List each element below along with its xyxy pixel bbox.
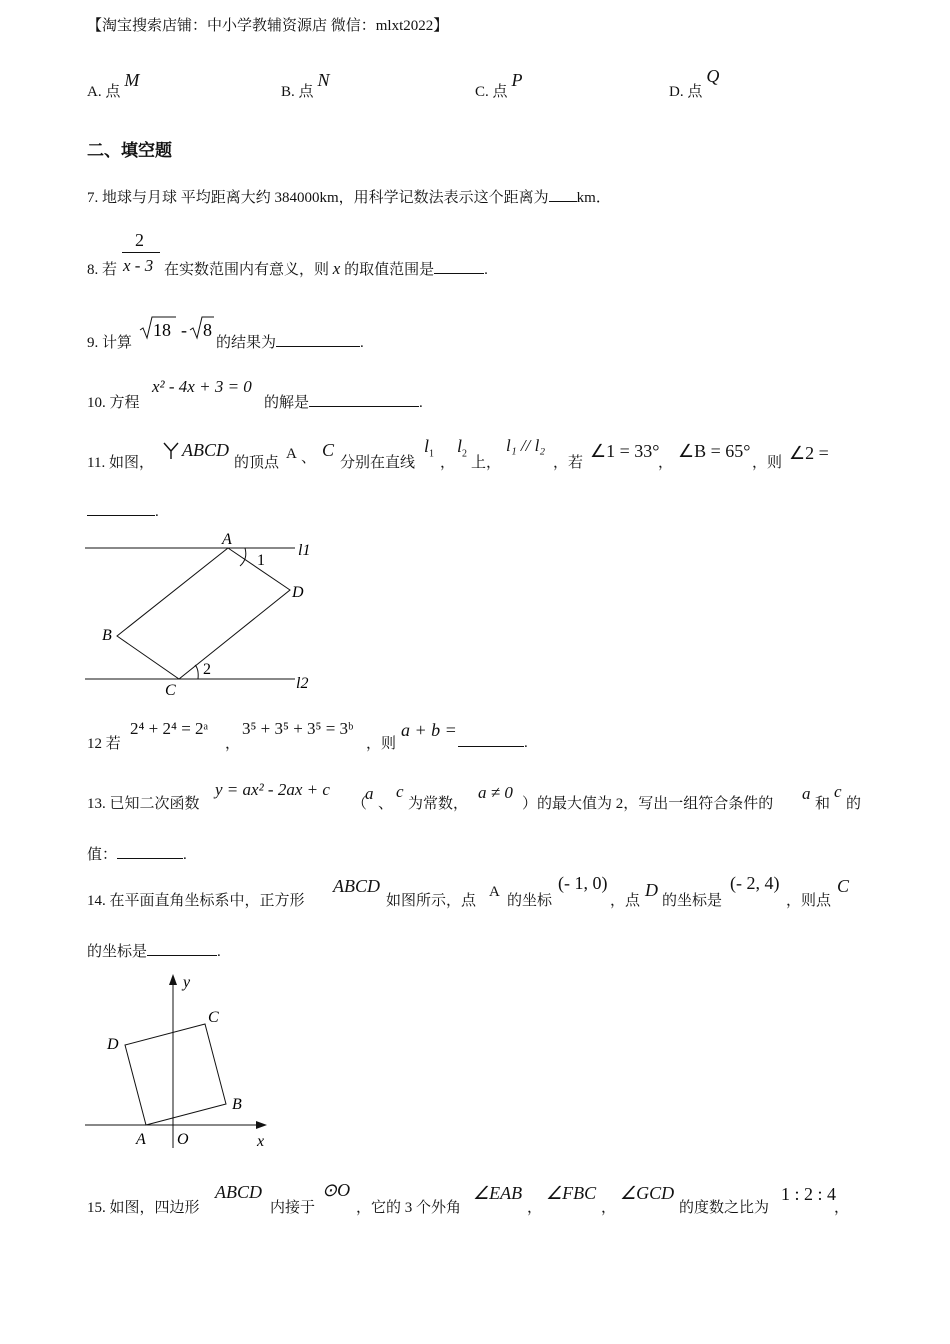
- fig1-label-c: C: [165, 682, 176, 699]
- q8-denominator: x - 3: [123, 256, 154, 275]
- q11-comma: ，: [440, 455, 456, 471]
- q14-end: .: [217, 944, 221, 960]
- q11-l2-letter: l: [457, 436, 463, 456]
- q14-shape: ABCD: [333, 876, 380, 896]
- q13-end: .: [183, 847, 187, 863]
- q8-mid: 在实数范围内有意义，则: [164, 262, 330, 278]
- q11-t2: 分别在直线: [340, 455, 416, 471]
- q11-sep: 、: [301, 450, 317, 466]
- q14-line2: [87, 940, 221, 961]
- q10-suffix: 的解是: [264, 395, 310, 411]
- q12-t1: ，则: [366, 736, 397, 752]
- option-c: [475, 70, 523, 101]
- figure-parallelogram: [85, 528, 325, 708]
- q11-t3: 上，: [471, 455, 502, 471]
- q11-angle-b: ∠B = 65°: [678, 441, 751, 461]
- q14-t3: ，点: [610, 893, 641, 909]
- q10-blank: [309, 392, 419, 407]
- q11-t4: ，若: [553, 455, 584, 471]
- q10-rest: [264, 391, 423, 412]
- q15-angle2: ∠FBC: [546, 1183, 597, 1203]
- q8-rest: [164, 258, 488, 279]
- q12-comma: ，: [225, 736, 241, 752]
- q10-equation: x² - 4x + 3 = 0: [152, 377, 252, 396]
- option-b: [281, 70, 330, 101]
- q13-t1: （: [352, 796, 368, 812]
- q11-t5: ，则: [752, 455, 783, 471]
- q15-circle: ⊙O: [322, 1180, 351, 1200]
- q15-angle3: ∠GCD: [620, 1183, 675, 1203]
- fig1-label-d: D: [292, 584, 304, 601]
- q13-a2: a: [802, 784, 811, 803]
- fig2-label-b: B: [232, 1096, 242, 1113]
- fig1-label-1: 1: [257, 552, 265, 569]
- x-axis-arrow: [256, 1121, 267, 1129]
- q14-point-d: D: [645, 880, 658, 900]
- q12-rest: [458, 732, 528, 752]
- fig2-label-y: y: [183, 974, 191, 991]
- q8-numerator: 2: [135, 230, 144, 250]
- fig2-label-c: C: [208, 1009, 219, 1026]
- section-title: 二、填空题: [87, 141, 172, 161]
- q14-line2-label: 的坐标是: [87, 944, 148, 960]
- q8-blank: [434, 259, 484, 274]
- q11-t1: 的顶点: [234, 455, 280, 471]
- figure-1-svg: [85, 528, 325, 703]
- q7-text: 7. 地球与月球 平均距离大约 384000km，用科学记数法表示这个距离为: [87, 190, 549, 206]
- q13-cond: a ≠ 0: [478, 783, 513, 802]
- q11-angle1: ∠1 = 33°: [590, 441, 660, 461]
- q15-t3: 的度数之比为: [679, 1200, 770, 1216]
- q12-expr: a + b =: [401, 720, 457, 740]
- q9-expression: [138, 314, 216, 347]
- q12-eq2: 3⁵ + 3⁵ + 3⁵ = 3ᵇ: [242, 719, 354, 738]
- q15-ratio: 1 : 2 : 4: [781, 1184, 837, 1204]
- q15-prefix: 15. 如图，四边形: [87, 1200, 200, 1216]
- q7-blank: [549, 187, 577, 202]
- q11-prefix: 11. 如图，: [87, 455, 154, 471]
- q15-end: ，: [834, 1200, 850, 1216]
- q15-angle1: ∠EAB: [473, 1183, 523, 1203]
- q12-end: .: [524, 735, 528, 751]
- q9-prefix: 9. 计算: [87, 335, 133, 351]
- fig1-label-2: 2: [203, 661, 211, 678]
- q8-end: .: [484, 262, 488, 278]
- q11-l1-sub: 1: [429, 448, 435, 460]
- q12-prefix: 12 若: [87, 736, 121, 752]
- q11-shape: ABCD: [182, 440, 229, 460]
- q13-prefix: 13. 已知二次函数: [87, 796, 200, 812]
- fig2-label-o: O: [177, 1131, 189, 1148]
- q14-t1: 如图所示，点: [386, 893, 477, 909]
- q14-point-c: C: [837, 876, 850, 896]
- q9-suffix: 的结果为: [216, 335, 277, 351]
- q9-radicand-a: 18: [153, 320, 171, 340]
- figure-2-svg: [85, 968, 285, 1153]
- fig1-label-b: B: [102, 627, 112, 644]
- fig1-label-l1: l1: [298, 542, 311, 559]
- header-watermark: 【淘宝搜索店铺：中小学教辅资源店 微信：mlxt2022】: [87, 18, 449, 34]
- q14-coord-d: (- 2, 4): [730, 873, 780, 893]
- option-a: [87, 70, 140, 101]
- q15-shape: ABCD: [215, 1182, 262, 1202]
- q13-t3: ）的最大值为 2，写出一组符合条件的: [522, 796, 774, 812]
- q10-end: .: [419, 395, 423, 411]
- q14-prefix: 14. 在平面直角坐标系中，正方形: [87, 893, 305, 909]
- q13-blank: [117, 844, 183, 859]
- q8-var: x: [332, 259, 341, 278]
- option-c-var: P: [511, 70, 523, 90]
- q13-c2: c: [834, 782, 842, 801]
- option-a-label: A. 点: [87, 84, 121, 100]
- q8-fraction-bar: [122, 252, 160, 253]
- q13-line2-label: 值：: [87, 847, 118, 863]
- q11-l2-sub: 2: [462, 448, 468, 460]
- q14-blank: [147, 941, 217, 956]
- q14-t2: 的坐标: [507, 893, 553, 909]
- parallelogram-icon: [161, 440, 181, 467]
- q13-func: y = ax² - 2ax + c: [215, 780, 330, 799]
- parallelogram-symbol: [161, 440, 181, 462]
- q14-t4: 的坐标是: [662, 893, 723, 909]
- q7-unit: km．: [576, 190, 611, 206]
- q11-end: .: [155, 504, 159, 520]
- q13-line2: [87, 843, 187, 864]
- q11-line2: [87, 501, 159, 521]
- q12-eq1: 2⁴ + 2⁴ = 2ᵃ: [130, 719, 209, 738]
- q13-t2: 为常数，: [408, 796, 469, 812]
- q12-blank: [458, 732, 524, 747]
- q9-sqrt-svg: [138, 314, 216, 342]
- q9-radicand-b: 8: [203, 320, 212, 340]
- fig2-label-x: x: [257, 1133, 265, 1150]
- figure-coordinate-square: [85, 968, 285, 1158]
- option-d: [669, 66, 720, 101]
- q13-and: 和: [815, 796, 831, 812]
- q10-prefix: 10. 方程: [87, 395, 140, 411]
- option-d-var: Q: [706, 66, 720, 86]
- y-axis-arrow: [169, 974, 177, 985]
- q15-t1: 内接于: [270, 1200, 316, 1216]
- option-a-var: M: [124, 70, 140, 90]
- q9-rest: [216, 331, 364, 352]
- q11-point-a: A: [286, 446, 297, 462]
- q14-t5: ，则点: [786, 893, 832, 909]
- fig2-label-a: A: [136, 1131, 146, 1148]
- q11-point-c: C: [322, 440, 335, 460]
- q11-l1-letter: l: [424, 436, 430, 456]
- option-d-label: D. 点: [669, 84, 703, 100]
- q14-coord-a: (- 1, 0): [558, 873, 608, 893]
- q8-suffix: 的取值范围是: [344, 262, 435, 278]
- fig2-label-d: D: [107, 1036, 119, 1053]
- q11-angle2: ∠2 =: [789, 443, 829, 463]
- q15-comma2: ，: [601, 1200, 617, 1216]
- square-abcd: [125, 1024, 226, 1125]
- q14-point-a: A: [489, 884, 500, 900]
- q13-sep: 、: [378, 796, 394, 812]
- q13-t4: 的: [846, 796, 862, 812]
- option-b-var: N: [317, 70, 330, 90]
- fig1-label-a: A: [222, 531, 232, 548]
- q9-blank: [276, 332, 360, 347]
- q13-a: a: [365, 784, 374, 803]
- q11-blank: [87, 501, 155, 516]
- option-b-label: B. 点: [281, 84, 314, 100]
- question-7: [87, 186, 611, 207]
- q11-l2: [457, 436, 467, 460]
- q9-minus: -: [181, 320, 187, 340]
- option-c-label: C. 点: [475, 84, 508, 100]
- q15-t2: ，它的 3 个外角: [356, 1200, 462, 1216]
- q9-end: .: [360, 335, 364, 351]
- q13-c: c: [396, 782, 404, 801]
- parallelogram-glyph: [164, 443, 178, 459]
- q11-parallel: l₁ // l₂: [506, 436, 546, 455]
- angle-2-arc: [195, 665, 198, 679]
- q11-l1: [424, 436, 434, 460]
- q15-comma1: ，: [527, 1200, 543, 1216]
- q11-comma2: ，: [658, 455, 674, 471]
- fig1-label-l2: l2: [296, 675, 309, 692]
- q8-prefix: 8. 若: [87, 262, 118, 278]
